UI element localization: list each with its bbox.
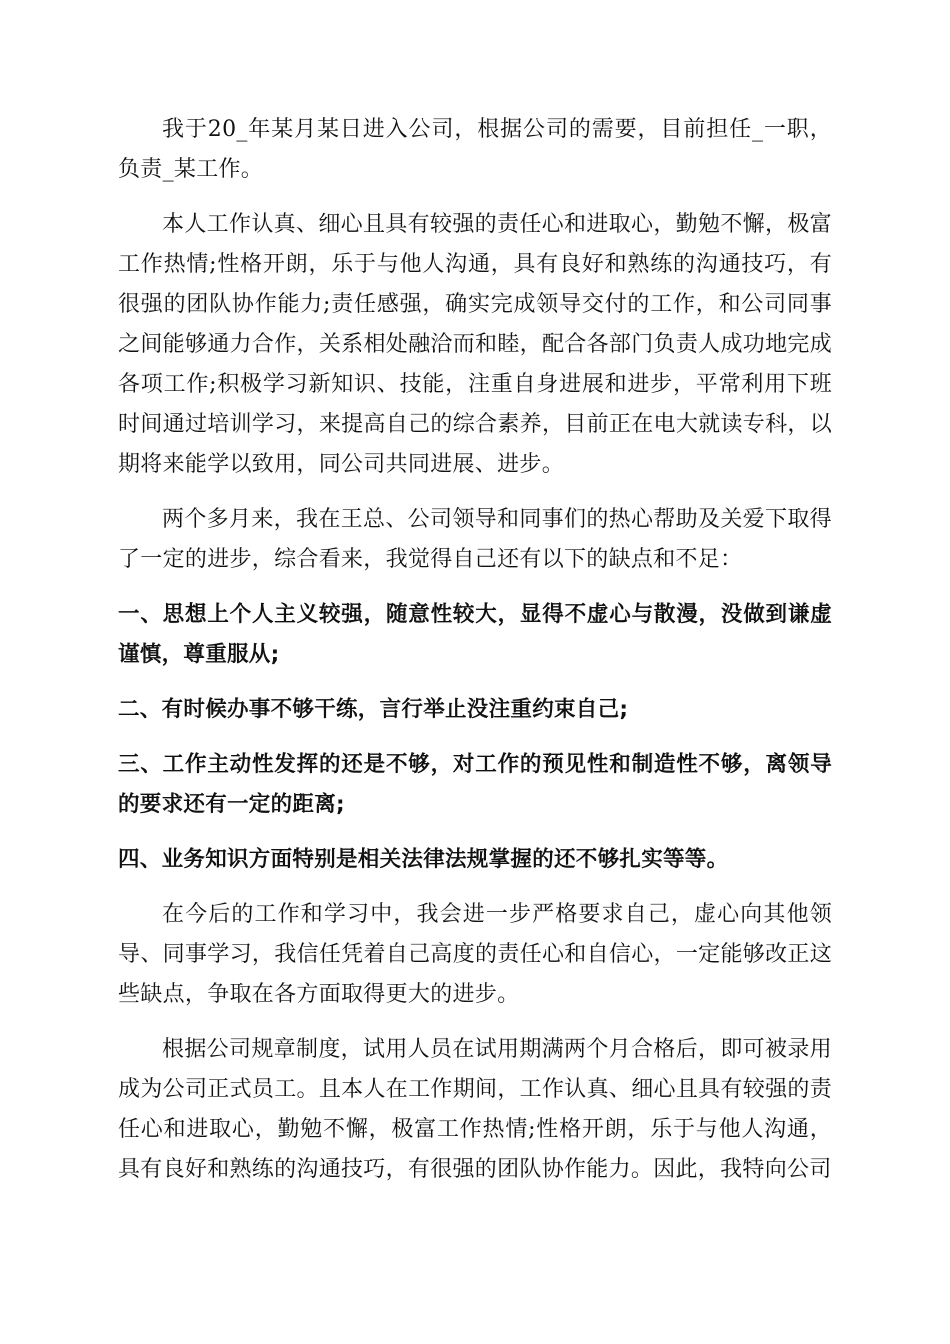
shortcoming-item-3: 三、工作主动性发挥的还是不够，对工作的预见性和制造性不够，离领导的要求还有一定的距离;: [118, 752, 832, 817]
shortcoming-item-1: 一、思想上个人主义较强，随意性较大，显得不虚心与散漫，没做到谦虚谨慎，尊重服从;: [118, 602, 832, 667]
application-paragraph: 根据公司规章制度，试用人员在试用期满两个月合格后，即可被录用成为公司正式员工。且本人在工作期间，工作认真、细心且具有较强的责任心和进取心，勤勉不懈，极富工作热情;性格开朗，乐于与他人沟通，具有良好和熟练的沟通技巧，有很强的团队协作能力。因此，我特向公司: [118, 1037, 832, 1182]
document-page: [118, 110, 832, 1205]
intro-paragraph: 我于20_年某月某日进入公司，根据公司的需要，目前担任_一职，负责_某工作。: [118, 117, 832, 182]
improvement-paragraph: 在今后的工作和学习中，我会进一步严格要求自己，虚心向其他领导、同事学习，我信任凭着自己高度的责任心和自信心，一定能够改正这些缺点，争取在各方面取得更大的进步。: [118, 902, 832, 1007]
self-assessment-paragraph: 本人工作认真、细心且具有较强的责任心和进取心，勤勉不懈，极富工作热情;性格开朗，乐于与他人沟通，具有良好和熟练的沟通技巧，有很强的团队协作能力;责任感强，确实完成领导交付的工作，和公司同事之间能够通力合作，关系相处融洽而和睦，配合各部门负责人成功地完成各项工作;积极学习新知识、技能，注重自身进展和进步，平常利用下班时间通过培训学习，来提高自己的综合素养，目前正在电大就读专科，以期将来能学以致用，同公司共同进展、进步。: [118, 212, 832, 477]
shortcomings-intro-paragraph: 两个多月来，我在王总、公司领导和同事们的热心帮助及关爱下取得了一定的进步，综合看来，我觉得自己还有以下的缺点和不足：: [118, 507, 832, 572]
shortcoming-item-4: 四、业务知识方面特别是相关法律法规掌握的还不够扎实等等。: [118, 847, 729, 872]
shortcoming-item-2: 二、有时候办事不够干练，言行举止没注重约束自己;: [118, 697, 629, 722]
